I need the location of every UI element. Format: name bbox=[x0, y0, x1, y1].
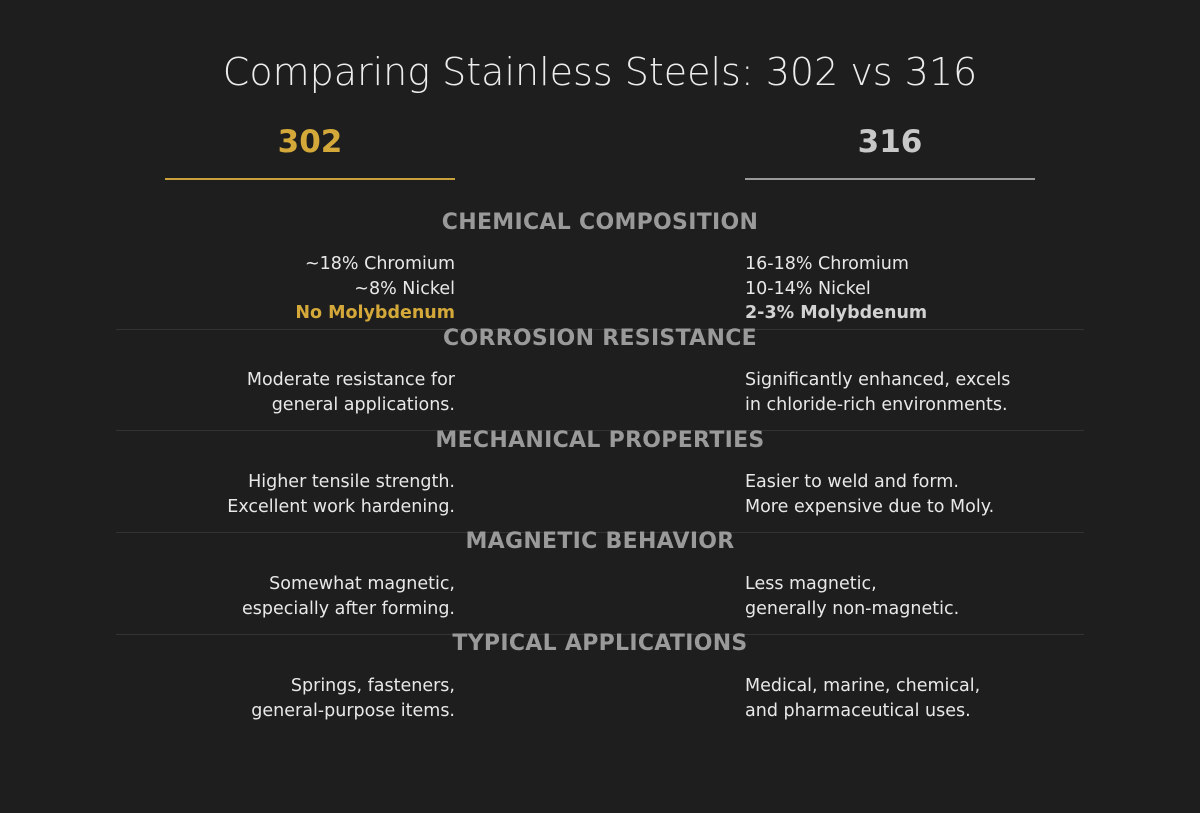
text-line: Easier to weld and form. bbox=[745, 472, 959, 492]
text-line: Significantly enhanced, excels bbox=[745, 370, 1011, 390]
text-line: Somewhat magnetic, bbox=[269, 574, 455, 594]
text-line: Excellent work hardening. bbox=[227, 496, 455, 517]
section-302-mechanical-properties bbox=[227, 470, 455, 519]
section-title-magnetic-behavior: MAGNETIC BEHAVIOR bbox=[465, 529, 735, 554]
column-underline-316 bbox=[745, 178, 1035, 180]
section-302-corrosion-resistance bbox=[247, 368, 455, 417]
page-title: Comparing Stainless Steels: 302 vs 316 bbox=[222, 50, 978, 94]
section-302-typical-applications bbox=[251, 674, 455, 723]
section-316-corrosion-resistance bbox=[745, 368, 1010, 417]
section-title-corrosion-resistance: CORROSION RESISTANCE bbox=[443, 326, 757, 351]
text-line: and pharmaceutical uses. bbox=[745, 700, 971, 721]
section-316-chemical-composition bbox=[745, 252, 927, 326]
text-line: 16-18% Chromium bbox=[745, 254, 909, 274]
text-line: in chloride-rich environments. bbox=[745, 394, 1008, 415]
text-line: ~18% Chromium bbox=[305, 254, 455, 274]
text-line: generally non-magnetic. bbox=[745, 598, 960, 619]
text-line: More expensive due to Moly. bbox=[745, 496, 995, 517]
text-line: general-purpose items. bbox=[251, 700, 455, 721]
column-header-302: 302 bbox=[277, 124, 343, 160]
text-line: general applications. bbox=[271, 394, 455, 415]
text-line: Less magnetic, bbox=[745, 574, 877, 594]
highlight-line: 2-3% Molybdenum bbox=[745, 303, 928, 323]
section-316-typical-applications bbox=[745, 674, 980, 723]
column-header-316: 316 bbox=[857, 124, 923, 160]
text-line: Medical, marine, chemical, bbox=[745, 676, 981, 696]
text-line: Moderate resistance for bbox=[246, 370, 455, 390]
section-title-mechanical-properties: MECHANICAL PROPERTIES bbox=[435, 428, 765, 453]
section-302-chemical-composition bbox=[295, 252, 455, 326]
section-title-typical-applications: TYPICAL APPLICATIONS bbox=[452, 631, 748, 656]
section-title-chemical-composition: CHEMICAL COMPOSITION bbox=[441, 210, 759, 235]
section-316-mechanical-properties bbox=[745, 470, 994, 519]
section-302-magnetic-behavior bbox=[242, 572, 455, 621]
text-line: Higher tensile strength. bbox=[248, 472, 455, 492]
text-line: Springs, fasteners, bbox=[290, 676, 455, 696]
text-line: 10-14% Nickel bbox=[745, 278, 871, 299]
column-underline-302 bbox=[165, 178, 455, 180]
text-line: ~8% Nickel bbox=[354, 278, 455, 299]
highlight-line: No Molybdenum bbox=[295, 303, 455, 323]
section-316-magnetic-behavior bbox=[745, 572, 959, 621]
text-line: especially after forming. bbox=[242, 598, 455, 619]
